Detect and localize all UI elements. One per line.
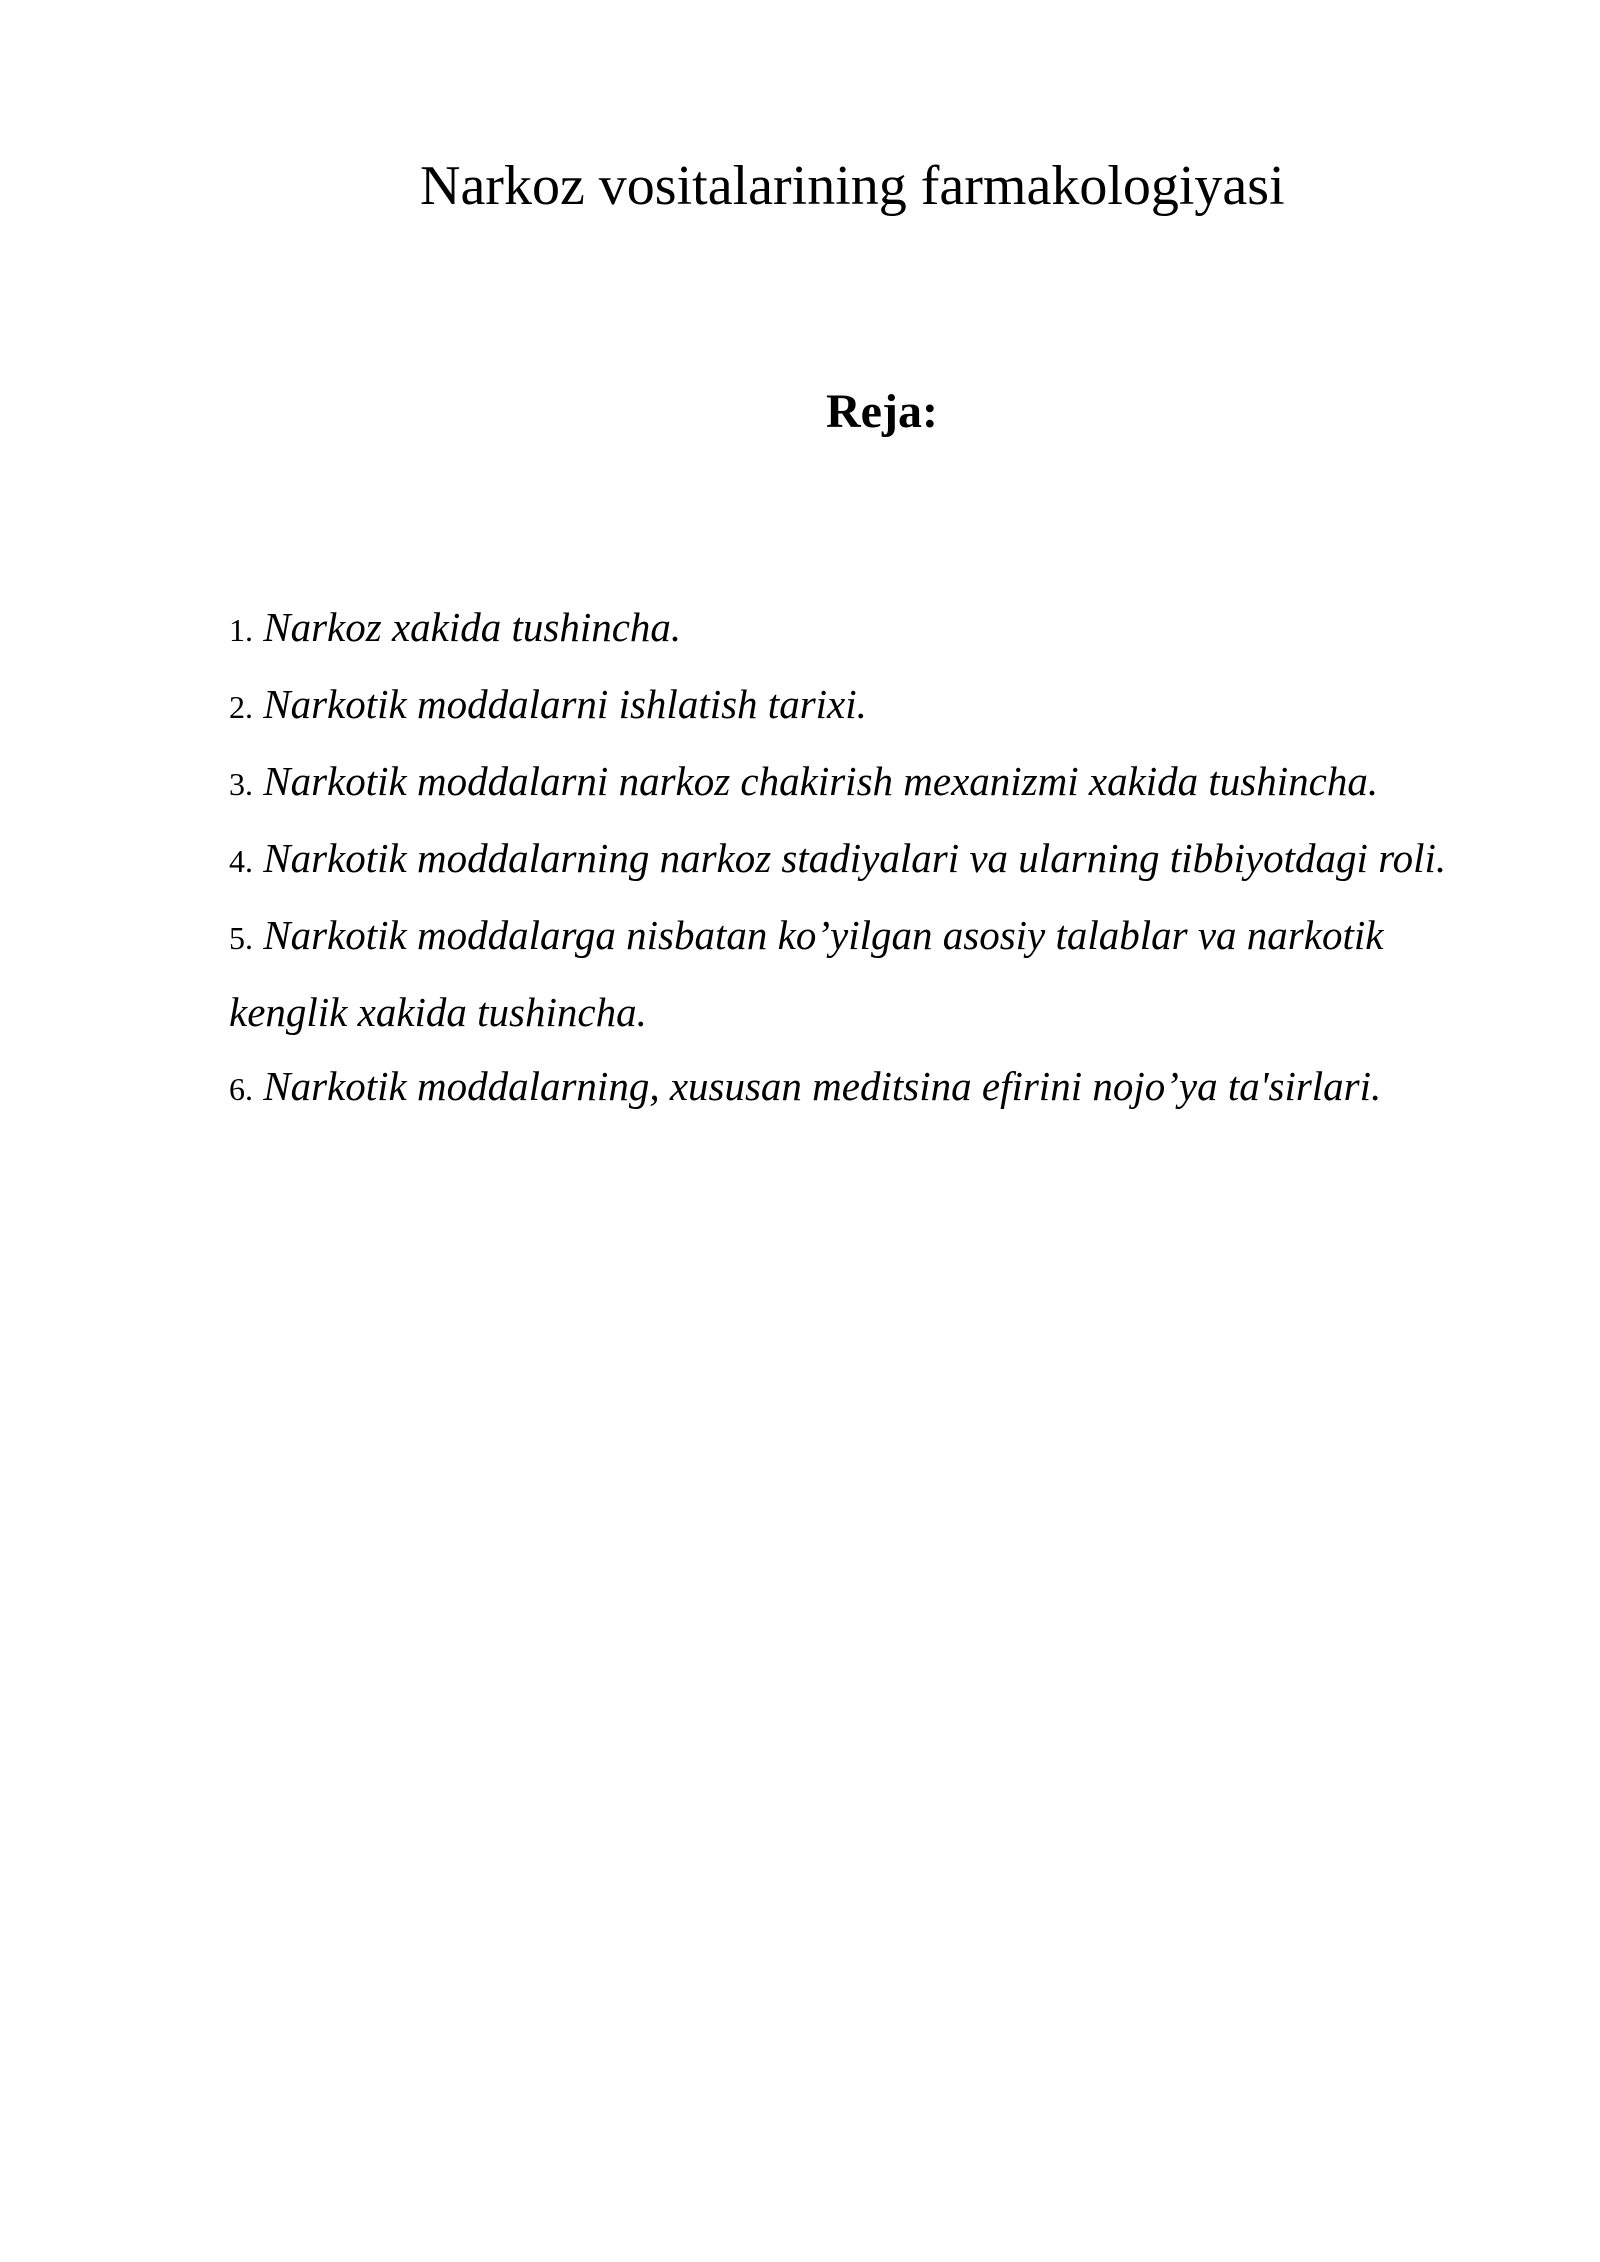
plan-item-text: Narkotik moddalarni narkoz chakirish mexanizmi xakida tushincha.: [263, 758, 1379, 804]
plan-item: [229, 590, 1459, 667]
plan-item-text: Narkoz xakida tushincha.: [263, 604, 682, 650]
document-title: Narkoz vositalarining farmakologiyasi: [420, 155, 1285, 217]
plan-item-text: Narkotik moddalarning narkoz stadiyalari va ularning tibbiyotdagi roli.: [263, 835, 1447, 881]
plan-item: [229, 744, 1459, 821]
plan-item-number: 1.: [229, 612, 253, 648]
plan-list: [229, 590, 1459, 1126]
plan-item: [229, 898, 1459, 1049]
plan-item-text: Narkotik moddalarga nisbatan ko’yilgan asosiy talablar va narkotik kenglik xakida tushincha.: [229, 912, 1384, 1035]
plan-item-number: 4.: [229, 843, 253, 879]
plan-item-number: 5.: [229, 920, 253, 956]
plan-item: [229, 821, 1459, 898]
plan-item-number: 6.: [229, 1071, 253, 1107]
plan-item-number: 3.: [229, 766, 253, 802]
plan-item-text: Narkotik moddalarning, xususan meditsina efirini nojo’ya ta'sirlari.: [263, 1063, 1382, 1109]
plan-heading: Reja:: [826, 385, 938, 438]
plan-item: [229, 1049, 1459, 1126]
plan-item-number: 2.: [229, 689, 253, 725]
plan-item-text: Narkotik moddalarni ishlatish tarixi.: [263, 681, 867, 727]
plan-item: [229, 667, 1459, 744]
